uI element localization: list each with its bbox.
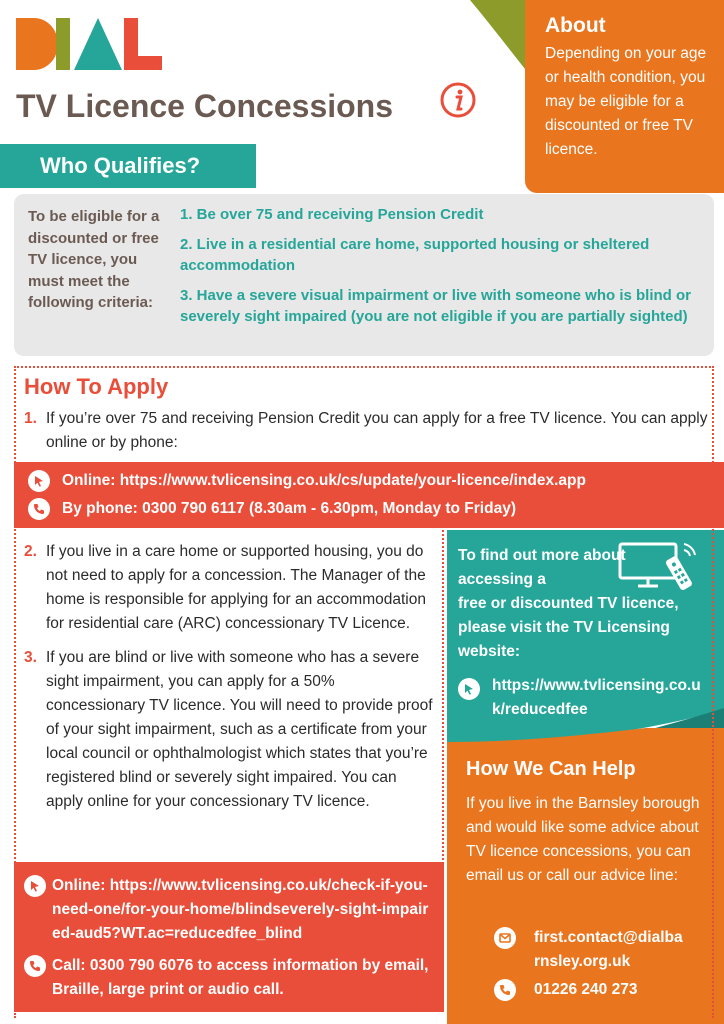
call-link-3-text: Call: 0300 790 6076 to access information by email, Braille, large print or audio call. — [52, 957, 429, 998]
who-qualifies-heading: Who Qualifies? — [0, 144, 256, 188]
criteria-item: 1. Be over 75 and receiving Pension Credit — [180, 206, 484, 223]
phone-link-1-text: By phone: 0300 790 6117 (8.30am - 6.30pm, Monday to Friday) — [62, 500, 516, 517]
info-icon — [440, 82, 476, 118]
step-1 — [24, 407, 708, 455]
about-box — [525, 0, 724, 193]
phone-link-help[interactable] — [494, 978, 637, 1002]
find-out-more-text-a: To find out more about accessing a — [458, 547, 626, 588]
cursor-icon — [458, 678, 480, 700]
help-phone-text: 01226 240 273 — [534, 981, 638, 998]
how-we-can-help-heading: How We Can Help — [466, 758, 636, 780]
steps-column — [24, 540, 434, 824]
phone-icon — [24, 955, 46, 977]
find-out-more-text-b: free or discounted TV licence, please visit the TV Licensing website: — [458, 595, 679, 660]
tv-remote-icon — [618, 540, 696, 596]
email-icon — [494, 927, 516, 949]
online-link-3[interactable] — [24, 874, 434, 946]
cursor-icon — [28, 470, 50, 492]
step-number: 2. — [24, 543, 37, 560]
criteria-item: 3. Have a severe visual impairment or live with someone who is blind or severely sight impaired (you are not eligible if you are partially sighted) — [180, 287, 692, 325]
step-3-text: If you are blind or live with someone who has a severe sight impairment, you can apply for a 50% concessionary TV licence. You will need to provide proof of your sight impairment, such as a certificate from your local council or ophthalmologist which states that you’re registered blind or severely sight impaired. You can apply online for your concessionary TV licence. — [46, 649, 433, 810]
step-number: 1. — [24, 410, 37, 427]
dotted-divider — [442, 530, 444, 864]
dial-logo — [16, 18, 162, 70]
about-heading: About — [545, 14, 606, 37]
step-2-text: If you live in a care home or supported housing, you do not need to apply for a concession. The Manager of the home is responsible for applying for an accommodation for residential care (ARC) concessionary TV Licence. — [46, 543, 426, 632]
phone-icon — [28, 498, 50, 520]
email-link[interactable] — [494, 926, 684, 974]
how-to-apply-heading: How To Apply — [24, 374, 169, 399]
online-link-1-text: Online: https://www.tvlicensing.co.uk/cs/update/your-licence/index.app — [62, 472, 586, 489]
reduced-fee-link-text: https://www.tvlicensing.co.uk/reducedfee — [492, 677, 701, 718]
page-title: TV Licence Concessions — [16, 88, 394, 124]
step-1-text: If you’re over 75 and receiving Pension Credit you can apply for a free TV licence. You can apply online or by phone: — [46, 410, 708, 451]
cursor-icon — [24, 875, 46, 897]
email-text: first.contact@dialbarnsley.org.uk — [534, 929, 683, 970]
how-we-can-help-text: If you live in the Barnsley borough and would like some advice about TV licence concessions, you can email us or call our advice line: — [466, 795, 700, 884]
phone-icon — [494, 979, 516, 1001]
step-3 — [24, 646, 434, 814]
phone-link-1[interactable] — [28, 498, 516, 520]
criteria-box — [14, 194, 714, 356]
step-2 — [24, 540, 434, 636]
criteria-list — [180, 204, 700, 336]
online-link-1[interactable] — [28, 470, 586, 492]
reduced-fee-link[interactable] — [458, 674, 720, 722]
online-link-3-text: Online: https://www.tvlicensing.co.uk/check-if-you-need-one/for-your-home/blindseverely-sight-impaired-aud5?WT.ac=reducedfee_blind — [52, 877, 429, 942]
criteria-lead: To be eligible for a discounted or free TV licence, you must meet the following criteria: — [28, 208, 160, 311]
criteria-item: 2. Live in a residential care home, supported housing or sheltered accommodation — [180, 236, 650, 274]
step-number: 3. — [24, 649, 37, 666]
about-text: Depending on your age or health condition, you may be eligible for a discounted or free TV licence. — [545, 45, 707, 158]
call-link-3[interactable] — [24, 954, 434, 1002]
